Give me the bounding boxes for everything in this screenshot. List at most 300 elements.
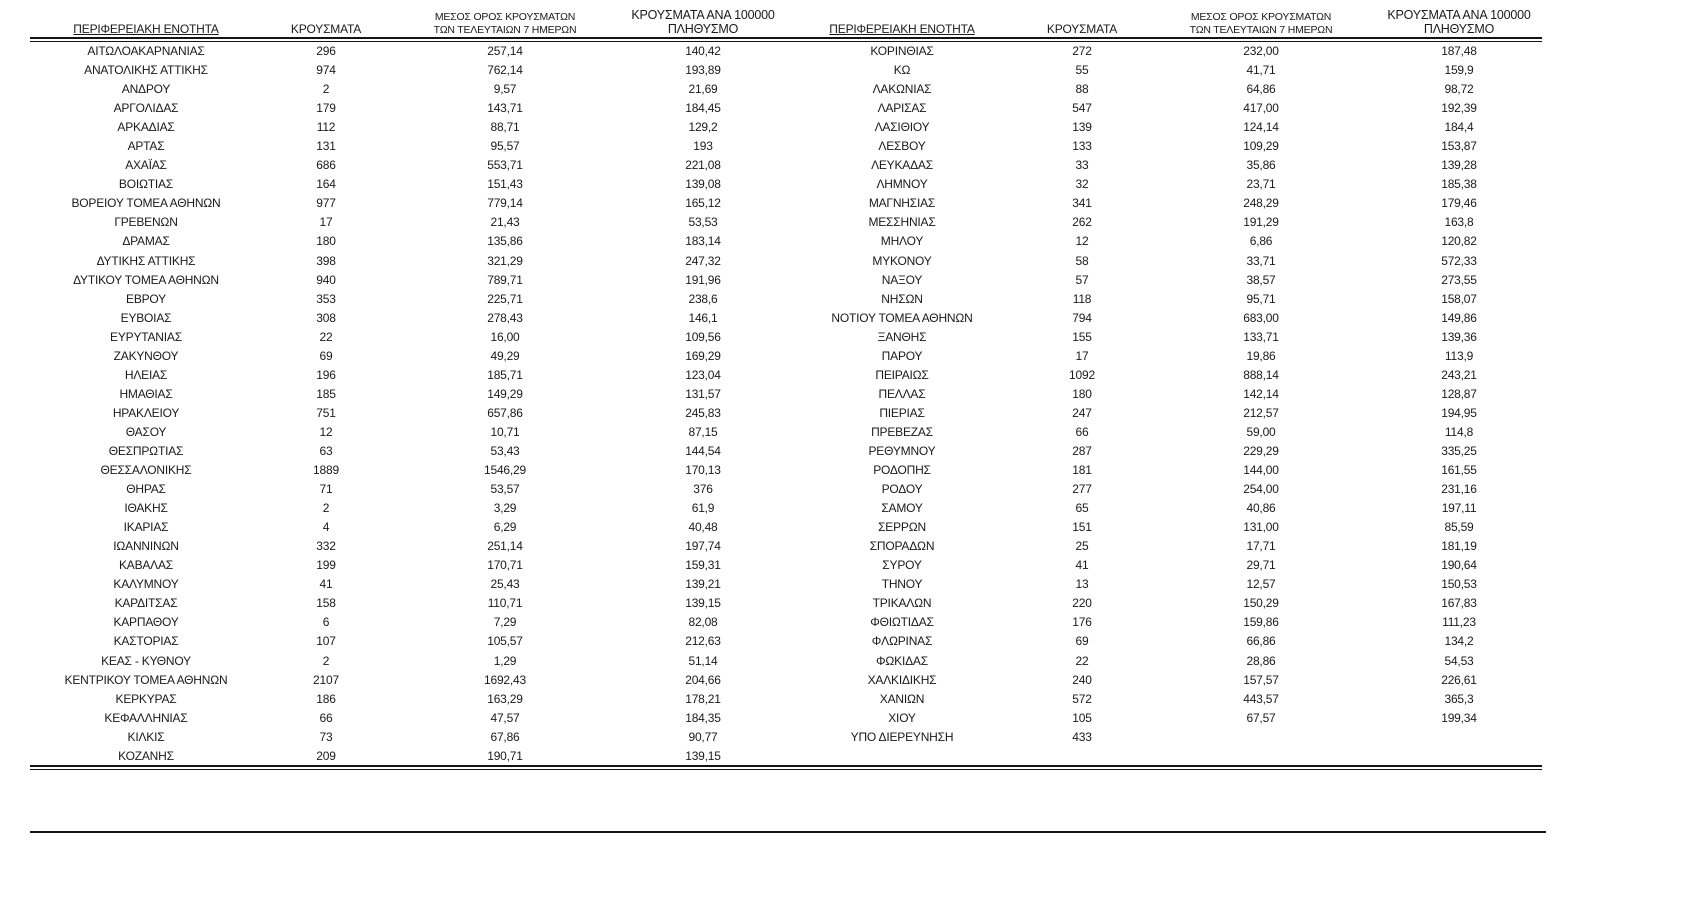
- region-cell: ΣΕΡΡΩΝ: [878, 520, 926, 535]
- cases-cell: 332: [316, 539, 336, 554]
- avg7-cell: 66,86: [1246, 634, 1276, 649]
- table-row: [30, 137, 786, 156]
- table-row: [30, 746, 786, 765]
- region-cell: ΠΕΙΡΑΙΩΣ: [875, 367, 929, 382]
- region-cell: ΑΡΚΑΔΙΑΣ: [117, 120, 175, 135]
- avg7-cell: 212,57: [1243, 405, 1279, 420]
- region-cell: ΛΕΣΒΟΥ: [878, 139, 926, 154]
- region-cell: ΜΥΚΟΝΟΥ: [872, 253, 932, 268]
- avg7-cell: 762,14: [487, 63, 523, 78]
- cases-cell: 66: [1075, 424, 1089, 439]
- cases-cell: 41: [319, 577, 333, 592]
- table-row: [30, 632, 786, 651]
- per100k-cell: 90,77: [688, 729, 718, 744]
- cases-cell: 199: [316, 558, 336, 573]
- table-row: [786, 61, 1542, 80]
- region-cell: ΣΠΟΡΑΔΩΝ: [869, 539, 935, 554]
- avg7-cell: 1692,43: [484, 672, 526, 687]
- avg7-cell: 33,71: [1246, 253, 1276, 268]
- region-cell: ΓΡΕΒΕΝΩΝ: [114, 215, 178, 230]
- per100k-cell: 146,1: [688, 310, 718, 325]
- per100k-cell: 194,95: [1441, 405, 1477, 420]
- cases-cell: 977: [316, 196, 336, 211]
- cases-cell: 572: [1072, 691, 1092, 706]
- table-row: [786, 42, 1542, 61]
- region-cell: ΛΗΜΝΟΥ: [876, 177, 928, 192]
- region-cell: ΦΘΙΩΤΙΔΑΣ: [870, 615, 934, 630]
- avg7-cell: 135,86: [487, 234, 523, 249]
- table-row: [786, 384, 1542, 403]
- cases-cell: 33: [1075, 158, 1089, 173]
- region-cell: ΚΕΑΣ - ΚΥΘΝΟΥ: [101, 653, 191, 668]
- region-cell: ΜΑΓΝΗΣΙΑΣ: [868, 196, 936, 211]
- per100k-cell: 243,21: [1441, 367, 1477, 382]
- avg7-cell: 95,71: [1246, 291, 1276, 306]
- table-row: [30, 346, 786, 365]
- per100k-cell: 120,82: [1441, 234, 1477, 249]
- per100k-cell: 190,64: [1441, 558, 1477, 573]
- region-cell: ΣΑΜΟΥ: [881, 501, 923, 516]
- per100k-cell: 197,11: [1441, 501, 1477, 516]
- per100k-cell: 113,9: [1444, 348, 1474, 363]
- table-row: [786, 251, 1542, 270]
- per100k-cell: 85,59: [1444, 520, 1474, 535]
- table-row: [786, 499, 1542, 518]
- cases-cell: 940: [316, 272, 336, 287]
- avg7-cell: 67,86: [490, 729, 520, 744]
- avg7-cell: 251,14: [487, 539, 523, 554]
- avg7-cell: 163,29: [487, 691, 523, 706]
- avg7-cell: 19,86: [1246, 348, 1276, 363]
- region-cell: ΗΡΑΚΛΕΙΟΥ: [112, 405, 180, 420]
- table-row: [786, 575, 1542, 594]
- cases-cell: 794: [1072, 310, 1092, 325]
- avg7-cell: 3,29: [493, 501, 517, 516]
- avg7-cell: 6,86: [1249, 234, 1273, 249]
- avg7-cell: 225,71: [487, 291, 523, 306]
- cases-cell: 105: [1072, 710, 1092, 725]
- region-cell: ΒΟΡΕΙΟΥ ΤΟΜΕΑ ΑΘΗΝΩΝ: [71, 196, 221, 211]
- table-row: [30, 99, 786, 118]
- per100k-cell: 139,15: [685, 596, 721, 611]
- cases-cell: 209: [316, 748, 336, 763]
- region-cell: ΠΑΡΟΥ: [881, 348, 923, 363]
- avg7-cell: 149,29: [487, 386, 523, 401]
- region-cell: ΚΑΡΠΑΘΟΥ: [113, 615, 179, 630]
- cases-cell: 41: [1075, 558, 1089, 573]
- per100k-cell: 212,63: [685, 634, 721, 649]
- cases-cell: 17: [319, 215, 333, 230]
- avg7-cell: 278,43: [487, 310, 523, 325]
- table-row: [786, 461, 1542, 480]
- region-cell: ΘΗΡΑΣ: [126, 482, 166, 497]
- table-row: [30, 327, 786, 346]
- table-row: [30, 61, 786, 80]
- avg7-cell: 29,71: [1246, 558, 1276, 573]
- per100k-cell: 179,46: [1441, 196, 1477, 211]
- per100k-cell: 238,6: [688, 291, 718, 306]
- region-cell: ΞΑΝΘΗΣ: [877, 329, 927, 344]
- avg7-cell: 67,57: [1246, 710, 1276, 725]
- per100k-cell: 53,53: [688, 215, 718, 230]
- per100k-cell: 170,13: [685, 463, 721, 478]
- region-cell: ΚΕΦΑΛΛΗΝΙΑΣ: [104, 710, 188, 725]
- region-cell: ΑΝΔΡΟΥ: [121, 82, 171, 97]
- table-row: [30, 118, 786, 137]
- avg7-cell: 23,71: [1246, 177, 1276, 192]
- table-row: [786, 594, 1542, 613]
- region-cell: ΧΑΛΚΙΔΙΚΗΣ: [867, 672, 937, 687]
- table-row: [30, 727, 786, 746]
- table-row: [786, 403, 1542, 422]
- region-cell: ΡΟΔΟΥ: [881, 482, 923, 497]
- column-header-per-100k-line2: ΠΛΗΘΥΣΜΟ: [1423, 21, 1495, 36]
- column-header-7day-average: [1146, 11, 1376, 37]
- region-cell: ΙΚΑΡΙΑΣ: [123, 520, 169, 535]
- column-header-per-100k-line2: ΠΛΗΘΥΣΜΟ: [667, 21, 739, 36]
- avg7-cell: 1546,29: [484, 463, 526, 478]
- cases-cell: 751: [316, 405, 336, 420]
- avg7-cell: 144,00: [1243, 463, 1279, 478]
- avg7-cell: 59,00: [1246, 424, 1276, 439]
- cases-cell: 13: [1075, 577, 1089, 592]
- cases-cell: 69: [1075, 634, 1089, 649]
- avg7-cell: 159,86: [1243, 615, 1279, 630]
- region-cell: ΒΟΙΩΤΙΑΣ: [118, 177, 174, 192]
- avg7-cell: 888,14: [1243, 367, 1279, 382]
- cases-cell: 240: [1072, 672, 1092, 687]
- avg7-cell: 191,29: [1243, 215, 1279, 230]
- region-cell: ΘΕΣΣΑΛΟΝΙΚΗΣ: [100, 463, 192, 478]
- table-row: [786, 365, 1542, 384]
- per100k-cell: 149,86: [1441, 310, 1477, 325]
- table-row: [786, 613, 1542, 632]
- avg7-cell: 21,43: [490, 215, 520, 230]
- per100k-cell: 199,34: [1441, 710, 1477, 725]
- table-row: [30, 270, 786, 289]
- per100k-cell: 51,14: [688, 653, 718, 668]
- region-cell: ΙΩΑΝΝΙΝΩΝ: [113, 539, 179, 554]
- per100k-cell: 82,08: [688, 615, 718, 630]
- per100k-cell: 139,15: [685, 748, 721, 763]
- cases-cell: 133: [1072, 139, 1092, 154]
- avg7-cell: 417,00: [1243, 101, 1279, 116]
- avg7-cell: 443,57: [1243, 691, 1279, 706]
- avg7-cell: 321,29: [487, 253, 523, 268]
- cases-cell: 974: [316, 63, 336, 78]
- per100k-cell: 140,42: [685, 44, 721, 59]
- per100k-cell: 335,25: [1441, 444, 1477, 458]
- table-row: [786, 537, 1542, 556]
- table-row: [786, 289, 1542, 308]
- region-cell: ΚΑΒΑΛΑΣ: [118, 558, 174, 573]
- avg7-cell: 49,29: [490, 348, 520, 363]
- avg7-cell: 142,14: [1243, 386, 1279, 401]
- column-header-7day-average-line2: ΤΩΝ ΤΕΛΕΥΤΑΙΩΝ 7 ΗΜΕΡΩΝ: [1189, 23, 1333, 36]
- per100k-cell: 134,2: [1444, 634, 1474, 649]
- region-cell: ΚΟΖΑΝΗΣ: [118, 748, 174, 763]
- per100k-cell: 144,54: [685, 444, 721, 458]
- region-cell: ΡΟΔΟΠΗΣ: [873, 463, 931, 478]
- region-cell: ΚΙΛΚΙΣ: [127, 729, 165, 744]
- region-cell: ΗΛΕΙΑΣ: [124, 367, 168, 382]
- avg7-cell: 150,29: [1243, 596, 1279, 611]
- per100k-cell: 365,3: [1444, 691, 1474, 706]
- cases-cell: 262: [1072, 215, 1092, 230]
- table-row: [30, 80, 786, 99]
- page-footer-rule: [30, 831, 1546, 833]
- per100k-cell: 150,53: [1441, 577, 1477, 592]
- per100k-cell: 153,87: [1441, 139, 1477, 154]
- per100k-cell: 163,8: [1444, 215, 1474, 230]
- avg7-cell: 1,29: [493, 653, 517, 668]
- avg7-cell: 47,57: [490, 710, 520, 725]
- region-cell: ΝΑΞΟΥ: [881, 272, 923, 287]
- avg7-cell: 7,29: [493, 615, 517, 630]
- table-row: [786, 213, 1542, 232]
- cases-table-left: [30, 42, 786, 766]
- cases-cell: 17: [1075, 348, 1089, 363]
- region-cell: ΛΑΣΙΘΙΟΥ: [874, 120, 930, 135]
- table-row: [786, 175, 1542, 194]
- per100k-cell: 185,38: [1441, 177, 1477, 192]
- cases-cell: 353: [316, 291, 336, 306]
- cases-cell: 2107: [313, 672, 339, 687]
- avg7-cell: 131,00: [1243, 520, 1279, 535]
- cases-tables-wrap: [30, 9, 1542, 833]
- cases-cell: 151: [1072, 520, 1092, 535]
- region-cell: ΚΕΝΤΡΙΚΟΥ ΤΟΜΕΑ ΑΘΗΝΩΝ: [64, 672, 228, 687]
- avg7-cell: 41,71: [1246, 63, 1276, 78]
- region-cell: ΛΑΡΙΣΑΣ: [877, 101, 927, 116]
- per100k-cell: 139,08: [685, 177, 721, 192]
- per100k-cell: 61,9: [691, 501, 715, 516]
- cases-cell: 155: [1072, 329, 1092, 344]
- avg7-cell: 248,29: [1243, 196, 1279, 211]
- avg7-cell: 170,71: [487, 558, 523, 573]
- per100k-cell: 21,69: [688, 82, 718, 97]
- per100k-cell: 193,89: [685, 63, 721, 78]
- cases-cell: 287: [1072, 444, 1092, 458]
- cases-cell: 308: [316, 310, 336, 325]
- per100k-cell: 87,15: [688, 424, 718, 439]
- per100k-cell: 183,14: [685, 234, 721, 249]
- table-row: [30, 194, 786, 213]
- table-row: [786, 422, 1542, 441]
- column-header-per-100k: [620, 9, 786, 37]
- table-row: [30, 575, 786, 594]
- cases-cell: 1889: [313, 463, 339, 478]
- per100k-cell: 178,21: [685, 691, 721, 706]
- per100k-cell: 247,32: [685, 253, 721, 268]
- cases-cell: 32: [1075, 177, 1089, 192]
- avg7-cell: 17,71: [1246, 539, 1276, 554]
- cases-cell: 71: [319, 482, 333, 497]
- table-row: [786, 727, 1542, 746]
- cases-cell: 1092: [1069, 367, 1095, 382]
- cases-cell: 2: [322, 653, 330, 668]
- table-row: [30, 403, 786, 422]
- per100k-cell: 204,66: [685, 672, 721, 687]
- cases-cell: 272: [1072, 44, 1092, 59]
- cases-cell: 58: [1075, 253, 1089, 268]
- avg7-cell: 88,71: [490, 120, 520, 135]
- per100k-cell: 221,08: [685, 158, 721, 173]
- table-row: [30, 651, 786, 670]
- table-row: [30, 670, 786, 689]
- per100k-cell: 139,21: [685, 577, 721, 592]
- per100k-cell: 159,9: [1444, 63, 1474, 78]
- cases-cell: 2: [322, 82, 330, 97]
- table-row: [786, 632, 1542, 651]
- per100k-cell: 169,29: [685, 348, 721, 363]
- cases-cell: 176: [1072, 615, 1092, 630]
- table-row: [786, 480, 1542, 499]
- table-row: [30, 308, 786, 327]
- avg7-cell: 53,43: [490, 444, 520, 458]
- table-row: [30, 537, 786, 556]
- cases-cell: 181: [1072, 463, 1092, 478]
- per100k-cell: 181,19: [1441, 539, 1477, 554]
- per100k-cell: 129,2: [688, 120, 718, 135]
- avg7-cell: 28,86: [1246, 653, 1276, 668]
- avg7-cell: 185,71: [487, 367, 523, 382]
- region-cell: ΣΥΡΟΥ: [882, 558, 922, 573]
- per100k-cell: 111,23: [1442, 615, 1476, 630]
- avg7-cell: 157,57: [1243, 672, 1279, 687]
- avg7-cell: 38,57: [1246, 272, 1276, 287]
- region-cell: ΔΥΤΙΚΟΥ ΤΟΜΕΑ ΑΘΗΝΩΝ: [73, 272, 219, 287]
- per100k-cell: 184,35: [685, 710, 721, 725]
- per100k-cell: 165,12: [685, 196, 721, 211]
- table-row: [30, 556, 786, 575]
- region-cell: ΥΠΟ ΔΙΕΡΕΥΝΗΣΗ: [850, 729, 954, 744]
- per100k-cell: 158,07: [1441, 291, 1477, 306]
- table-row: [30, 156, 786, 175]
- avg7-cell: 789,71: [487, 272, 523, 287]
- cases-cell: 686: [316, 158, 336, 173]
- column-header-cases: ΚΡΟΥΣΜΑΤΑ: [290, 22, 362, 36]
- table-row: [30, 480, 786, 499]
- avg7-cell: 110,71: [487, 596, 523, 611]
- region-cell: ΠΡΕΒΕΖΑΣ: [871, 424, 933, 439]
- per100k-cell: 226,61: [1441, 672, 1477, 687]
- column-header-region: ΠΕΡΙΦΕΡΕΙΑΚΗ ΕΝΟΤΗΤΑ: [73, 22, 219, 36]
- per100k-cell: 167,83: [1441, 596, 1477, 611]
- table-row: [786, 80, 1542, 99]
- per100k-cell: 139,28: [1441, 158, 1477, 173]
- table-row: [786, 327, 1542, 346]
- per100k-cell: 184,45: [685, 101, 721, 116]
- per100k-cell: 128,87: [1441, 386, 1477, 401]
- avg7-cell: 53,57: [490, 482, 520, 497]
- cases-cell: 164: [316, 177, 336, 192]
- region-cell: ΕΥΒΟΙΑΣ: [120, 310, 172, 325]
- table-row: [30, 594, 786, 613]
- per100k-cell: 40,48: [688, 520, 718, 535]
- avg7-cell: 683,00: [1243, 310, 1279, 325]
- cases-cell: 6: [322, 615, 330, 630]
- table-row: [786, 518, 1542, 537]
- cases-cell: 185: [316, 386, 336, 401]
- region-cell: ΘΕΣΠΡΩΤΙΑΣ: [108, 444, 184, 458]
- table-row: [30, 499, 786, 518]
- left-table-header: [30, 9, 786, 37]
- avg7-cell: 657,86: [487, 405, 523, 420]
- region-cell: ΤΡΙΚΑΛΩΝ: [872, 596, 932, 611]
- table-row: [786, 670, 1542, 689]
- region-cell: ΖΑΚΥΝΘΟΥ: [113, 348, 179, 363]
- table-row: [30, 422, 786, 441]
- column-header-per-100k-line1: ΚΡΟΥΣΜΑΤΑ ΑΝΑ 100000: [631, 8, 775, 22]
- region-cell: ΧΑΝΙΩΝ: [879, 691, 925, 706]
- avg7-cell: 35,86: [1246, 158, 1276, 173]
- region-cell: ΙΘΑΚΗΣ: [124, 501, 168, 516]
- column-header-per-100k-line1: ΚΡΟΥΣΜΑΤΑ ΑΝΑ 100000: [1387, 8, 1531, 22]
- region-cell: ΑΙΤΩΛΟΑΚΑΡΝΑΝΙΑΣ: [87, 44, 205, 59]
- column-header-7day-average-line1: ΜΕΣΟΣ ΟΡΟΣ ΚΡΟΥΣΜΑΤΩΝ: [1190, 11, 1332, 23]
- region-cell: ΝΟΤΙΟΥ ΤΟΜΕΑ ΑΘΗΝΩΝ: [831, 310, 973, 325]
- cases-cell: 2: [322, 501, 330, 516]
- table-row: [30, 175, 786, 194]
- cases-cell: 547: [1072, 101, 1092, 116]
- region-cell: ΘΑΣΟΥ: [125, 424, 167, 439]
- table-row: [786, 441, 1542, 460]
- cases-cell: 341: [1072, 196, 1092, 211]
- region-cell: ΕΥΡΥΤΑΝΙΑΣ: [110, 329, 182, 344]
- avg7-cell: 16,00: [490, 329, 520, 344]
- avg7-cell: 124,14: [1243, 120, 1279, 135]
- table-row: [786, 556, 1542, 575]
- cases-cell: 433: [1072, 729, 1092, 744]
- region-cell: ΝΗΣΩΝ: [881, 291, 923, 306]
- table-row: [786, 689, 1542, 708]
- column-header-region: ΠΕΡΙΦΕΡΕΙΑΚΗ ΕΝΟΤΗΤΑ: [829, 22, 975, 36]
- per100k-cell: 114,8: [1444, 424, 1474, 439]
- region-cell: ΠΕΛΛΑΣ: [878, 386, 926, 401]
- region-cell: ΜΗΛΟΥ: [880, 234, 924, 249]
- per100k-cell: 376: [693, 482, 713, 497]
- region-cell: ΚΟΡΙΝΘΙΑΣ: [870, 44, 934, 59]
- region-cell: ΑΡΓΟΛΙΔΑΣ: [113, 101, 179, 116]
- avg7-cell: 12,57: [1246, 577, 1276, 592]
- avg7-cell: 779,14: [487, 196, 523, 211]
- cases-cell: 57: [1075, 272, 1089, 287]
- column-header-7day-average-line2: ΤΩΝ ΤΕΛΕΥΤΑΙΩΝ 7 ΗΜΕΡΩΝ: [433, 23, 577, 36]
- cases-cell: 25: [1075, 539, 1089, 554]
- region-cell: ΠΙΕΡΙΑΣ: [879, 405, 925, 420]
- cases-cell: 277: [1072, 482, 1092, 497]
- avg7-cell: 229,29: [1243, 444, 1279, 458]
- table-row: [30, 441, 786, 460]
- cases-table-right: [786, 42, 1542, 747]
- region-cell: ΦΛΩΡΙΝΑΣ: [871, 634, 933, 649]
- cases-cell: 220: [1072, 596, 1092, 611]
- region-cell: ΚΩ: [893, 63, 911, 78]
- per100k-cell: 187,48: [1441, 44, 1477, 59]
- table-row: [30, 365, 786, 384]
- right-table-header: [786, 9, 1542, 37]
- table-row: [786, 308, 1542, 327]
- cases-cell: 247: [1072, 405, 1092, 420]
- table-row: [30, 461, 786, 480]
- column-header-7day-average: [390, 11, 620, 37]
- per100k-cell: 197,74: [685, 539, 721, 554]
- table-header-row: [30, 9, 1542, 37]
- table-row: [30, 232, 786, 251]
- region-cell: ΚΑΣΤΟΡΙΑΣ: [113, 634, 179, 649]
- cases-cell: 107: [316, 634, 336, 649]
